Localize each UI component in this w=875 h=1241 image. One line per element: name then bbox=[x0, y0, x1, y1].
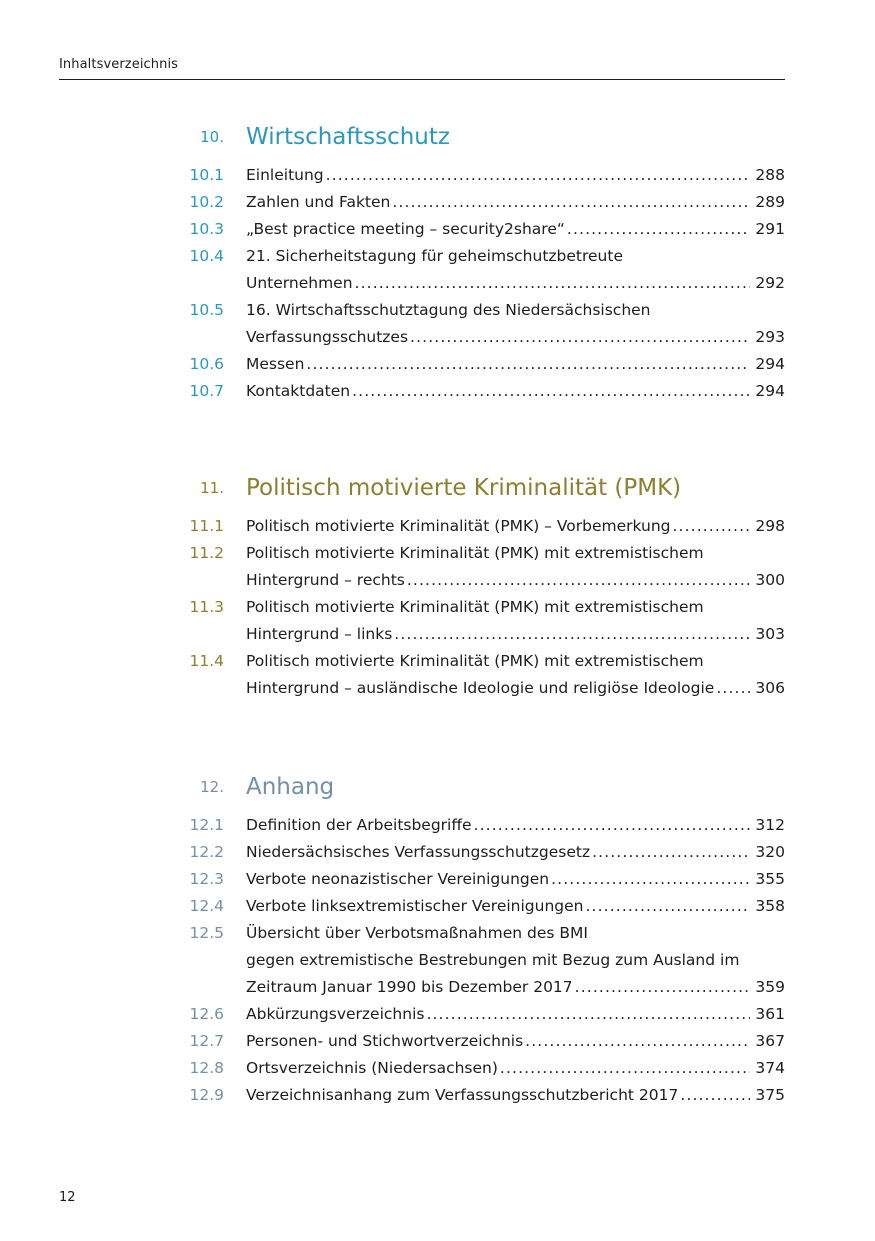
toc-entry bbox=[180, 812, 785, 839]
entry-text bbox=[246, 648, 785, 702]
section-number: 12. bbox=[200, 778, 224, 796]
entry-title-text: Politisch motivierte Kriminalität (PMK) mit extremistischem bbox=[246, 598, 704, 616]
entry-line bbox=[246, 243, 785, 270]
entry-text bbox=[246, 540, 785, 594]
entry-line bbox=[246, 513, 785, 540]
section-heading bbox=[180, 114, 785, 154]
dot-leader bbox=[410, 324, 750, 351]
entry-text bbox=[246, 297, 785, 351]
entry-text bbox=[246, 1028, 785, 1055]
entry-page-number: 355 bbox=[755, 870, 785, 888]
entry-page-number: 306 bbox=[755, 679, 785, 697]
entry-line bbox=[246, 648, 785, 675]
entry-title-text: Verbote linksextremistischer Vereinigungen bbox=[246, 897, 584, 915]
toc-entry bbox=[180, 893, 785, 920]
entry-line bbox=[246, 1028, 785, 1055]
dot-leader bbox=[355, 270, 751, 297]
entry-text bbox=[246, 243, 785, 297]
entry-title-text: Verzeichnisanhang zum Verfassungsschutzbericht 2017 bbox=[246, 1086, 679, 1104]
dot-leader bbox=[575, 974, 751, 1001]
dot-leader bbox=[551, 866, 750, 893]
toc-entry bbox=[180, 351, 785, 378]
toc-section-pmk bbox=[180, 465, 785, 702]
dot-leader bbox=[407, 567, 751, 594]
entry-title-text: Hintergrund – links bbox=[246, 625, 393, 643]
entry-line bbox=[246, 812, 785, 839]
toc-entry bbox=[180, 1001, 785, 1028]
toc-entries bbox=[180, 513, 785, 702]
entry-number: 12.1 bbox=[189, 816, 224, 834]
toc-entry bbox=[180, 920, 785, 1001]
toc-entry bbox=[180, 839, 785, 866]
entry-title-text: Messen bbox=[246, 355, 305, 373]
entry-title-text: Übersicht über Verbotsmaßnahmen des BMI bbox=[246, 924, 588, 942]
entry-title-text: Kontaktdaten bbox=[246, 382, 351, 400]
section-title: Wirtschaftsschutz bbox=[246, 124, 450, 150]
entry-number: 11.3 bbox=[189, 598, 224, 616]
running-header: Inhaltsverzeichnis bbox=[59, 57, 179, 72]
entry-number: 10.6 bbox=[189, 355, 224, 373]
entry-number: 10.2 bbox=[189, 193, 224, 211]
toc-entry bbox=[180, 866, 785, 893]
entry-title-text: Niedersächsisches Verfassungsschutzgesetz bbox=[246, 843, 591, 861]
toc-entry bbox=[180, 1028, 785, 1055]
entry-number: 12.5 bbox=[189, 924, 224, 942]
dot-leader bbox=[426, 1001, 750, 1028]
entry-page-number: 320 bbox=[755, 843, 785, 861]
toc-entry bbox=[180, 1055, 785, 1082]
entry-line bbox=[246, 947, 785, 974]
entry-line bbox=[246, 297, 785, 324]
toc-entry bbox=[180, 648, 785, 702]
entry-line bbox=[246, 378, 785, 405]
entry-title-text: Zahlen und Fakten bbox=[246, 193, 391, 211]
entry-number: 10.4 bbox=[189, 247, 224, 265]
entry-line bbox=[246, 351, 785, 378]
entry-number: 11.4 bbox=[189, 652, 224, 670]
entry-line bbox=[246, 594, 785, 621]
entry-title-text: Ortsverzeichnis (Niedersachsen) bbox=[246, 1059, 498, 1077]
section-heading bbox=[180, 465, 785, 505]
entry-page-number: 374 bbox=[755, 1059, 785, 1077]
entry-title-text: Politisch motivierte Kriminalität (PMK) – Vorbemerkung bbox=[246, 517, 671, 535]
entry-page-number: 291 bbox=[755, 220, 785, 238]
toc-entry bbox=[180, 216, 785, 243]
entry-page-number: 359 bbox=[755, 978, 785, 996]
dot-leader bbox=[586, 893, 751, 920]
toc-section-anhang bbox=[180, 764, 785, 1109]
entry-title-text: Hintergrund – ausländische Ideologie und religiöse Ideologie bbox=[246, 679, 715, 697]
entry-text bbox=[246, 513, 785, 540]
entry-text bbox=[246, 189, 785, 216]
entry-text bbox=[246, 351, 785, 378]
toc-entry bbox=[180, 297, 785, 351]
entry-line bbox=[246, 270, 785, 297]
entry-text bbox=[246, 1082, 785, 1109]
entry-line bbox=[246, 324, 785, 351]
toc-entry bbox=[180, 594, 785, 648]
toc-entry bbox=[180, 378, 785, 405]
entry-number: 11.2 bbox=[189, 544, 224, 562]
entry-page-number: 292 bbox=[755, 274, 785, 292]
entry-text bbox=[246, 378, 785, 405]
entry-text bbox=[246, 839, 785, 866]
section-title: Anhang bbox=[246, 774, 335, 800]
entry-page-number: 288 bbox=[755, 166, 785, 184]
entry-title-text: Unternehmen bbox=[246, 274, 353, 292]
entry-title-text: Hintergrund – rechts bbox=[246, 571, 405, 589]
entry-line bbox=[246, 839, 785, 866]
entry-text bbox=[246, 1055, 785, 1082]
entry-page-number: 358 bbox=[755, 897, 785, 915]
entry-page-number: 294 bbox=[755, 355, 785, 373]
entry-number: 12.7 bbox=[189, 1032, 224, 1050]
entry-title-text: Personen- und Stichwortverzeichnis bbox=[246, 1032, 524, 1050]
dot-leader bbox=[592, 839, 750, 866]
entry-line bbox=[246, 1055, 785, 1082]
section-number: 11. bbox=[200, 479, 224, 497]
entry-line bbox=[246, 189, 785, 216]
entry-line bbox=[246, 540, 785, 567]
toc-entry bbox=[180, 162, 785, 189]
entry-text bbox=[246, 594, 785, 648]
dot-leader bbox=[392, 189, 750, 216]
entry-title-text: Einleitung bbox=[246, 166, 324, 184]
entry-title-text: Verfassungsschutzes bbox=[246, 328, 409, 346]
entry-number: 10.7 bbox=[189, 382, 224, 400]
entry-title-text: Politisch motivierte Kriminalität (PMK) mit extremistischem bbox=[246, 652, 704, 670]
entry-line bbox=[246, 974, 785, 1001]
entry-number: 12.3 bbox=[189, 870, 224, 888]
dot-leader bbox=[500, 1055, 751, 1082]
entry-title-text: 21. Sicherheitstagung für geheimschutzbetreute bbox=[246, 247, 623, 265]
section-number: 10. bbox=[200, 128, 224, 146]
entry-title-text: Definition der Arbeitsbegriffe bbox=[246, 816, 472, 834]
toc-entry bbox=[180, 1082, 785, 1109]
entry-line bbox=[246, 1082, 785, 1109]
entry-text bbox=[246, 893, 785, 920]
entry-text bbox=[246, 1001, 785, 1028]
entry-line bbox=[246, 866, 785, 893]
entry-number: 12.9 bbox=[189, 1086, 224, 1104]
entry-text bbox=[246, 920, 785, 1001]
entry-line bbox=[246, 162, 785, 189]
dot-leader bbox=[680, 1082, 750, 1109]
entry-number: 12.6 bbox=[189, 1005, 224, 1023]
entry-title-text: gegen extremistische Bestrebungen mit Bezug zum Ausland im bbox=[246, 951, 740, 969]
page-number: 12 bbox=[59, 1190, 76, 1205]
entry-page-number: 298 bbox=[755, 517, 785, 535]
entry-title-text: Abkürzungsverzeichnis bbox=[246, 1005, 425, 1023]
toc-entry bbox=[180, 243, 785, 297]
entry-number: 12.2 bbox=[189, 843, 224, 861]
entry-title-text: „Best practice meeting – security2share“ bbox=[246, 220, 565, 238]
dot-leader bbox=[306, 351, 750, 378]
entry-page-number: 293 bbox=[755, 328, 785, 346]
toc-entries bbox=[180, 162, 785, 405]
entry-number: 11.1 bbox=[189, 517, 224, 535]
entry-page-number: 361 bbox=[755, 1005, 785, 1023]
toc-entry bbox=[180, 540, 785, 594]
header-divider bbox=[59, 79, 785, 80]
section-heading bbox=[180, 764, 785, 804]
entry-title-text: Zeitraum Januar 1990 bis Dezember 2017 bbox=[246, 978, 573, 996]
dot-leader bbox=[474, 812, 751, 839]
entry-line bbox=[246, 675, 785, 702]
entry-page-number: 312 bbox=[755, 816, 785, 834]
entry-page-number: 367 bbox=[755, 1032, 785, 1050]
entry-title-text: Politisch motivierte Kriminalität (PMK) mit extremistischem bbox=[246, 544, 704, 562]
entry-text bbox=[246, 866, 785, 893]
entry-number: 12.8 bbox=[189, 1059, 224, 1077]
dot-leader bbox=[352, 378, 750, 405]
entry-line bbox=[246, 216, 785, 243]
entry-text bbox=[246, 812, 785, 839]
entry-page-number: 303 bbox=[755, 625, 785, 643]
entry-page-number: 300 bbox=[755, 571, 785, 589]
entry-line bbox=[246, 920, 785, 947]
entry-page-number: 294 bbox=[755, 382, 785, 400]
entry-text bbox=[246, 162, 785, 189]
entry-number: 10.5 bbox=[189, 301, 224, 319]
dot-leader bbox=[567, 216, 751, 243]
entry-text bbox=[246, 216, 785, 243]
dot-leader bbox=[716, 675, 750, 702]
entry-title-text: 16. Wirtschaftsschutztagung des Niedersächsischen bbox=[246, 301, 651, 319]
section-title: Politisch motivierte Kriminalität (PMK) bbox=[246, 475, 682, 501]
toc-section-wirtschaftsschutz bbox=[180, 114, 785, 405]
entry-number: 10.3 bbox=[189, 220, 224, 238]
dot-leader bbox=[394, 621, 750, 648]
entry-number: 12.4 bbox=[189, 897, 224, 915]
entry-title-text: Verbote neonazistischer Vereinigungen bbox=[246, 870, 550, 888]
dot-leader bbox=[673, 513, 751, 540]
toc-entry bbox=[180, 513, 785, 540]
entry-line bbox=[246, 1001, 785, 1028]
entry-line bbox=[246, 567, 785, 594]
toc-entry bbox=[180, 189, 785, 216]
entry-line bbox=[246, 893, 785, 920]
toc-entries bbox=[180, 812, 785, 1109]
entry-number: 10.1 bbox=[189, 166, 224, 184]
entry-page-number: 375 bbox=[755, 1086, 785, 1104]
dot-leader bbox=[326, 162, 751, 189]
entry-page-number: 289 bbox=[755, 193, 785, 211]
entry-line bbox=[246, 621, 785, 648]
dot-leader bbox=[525, 1028, 750, 1055]
